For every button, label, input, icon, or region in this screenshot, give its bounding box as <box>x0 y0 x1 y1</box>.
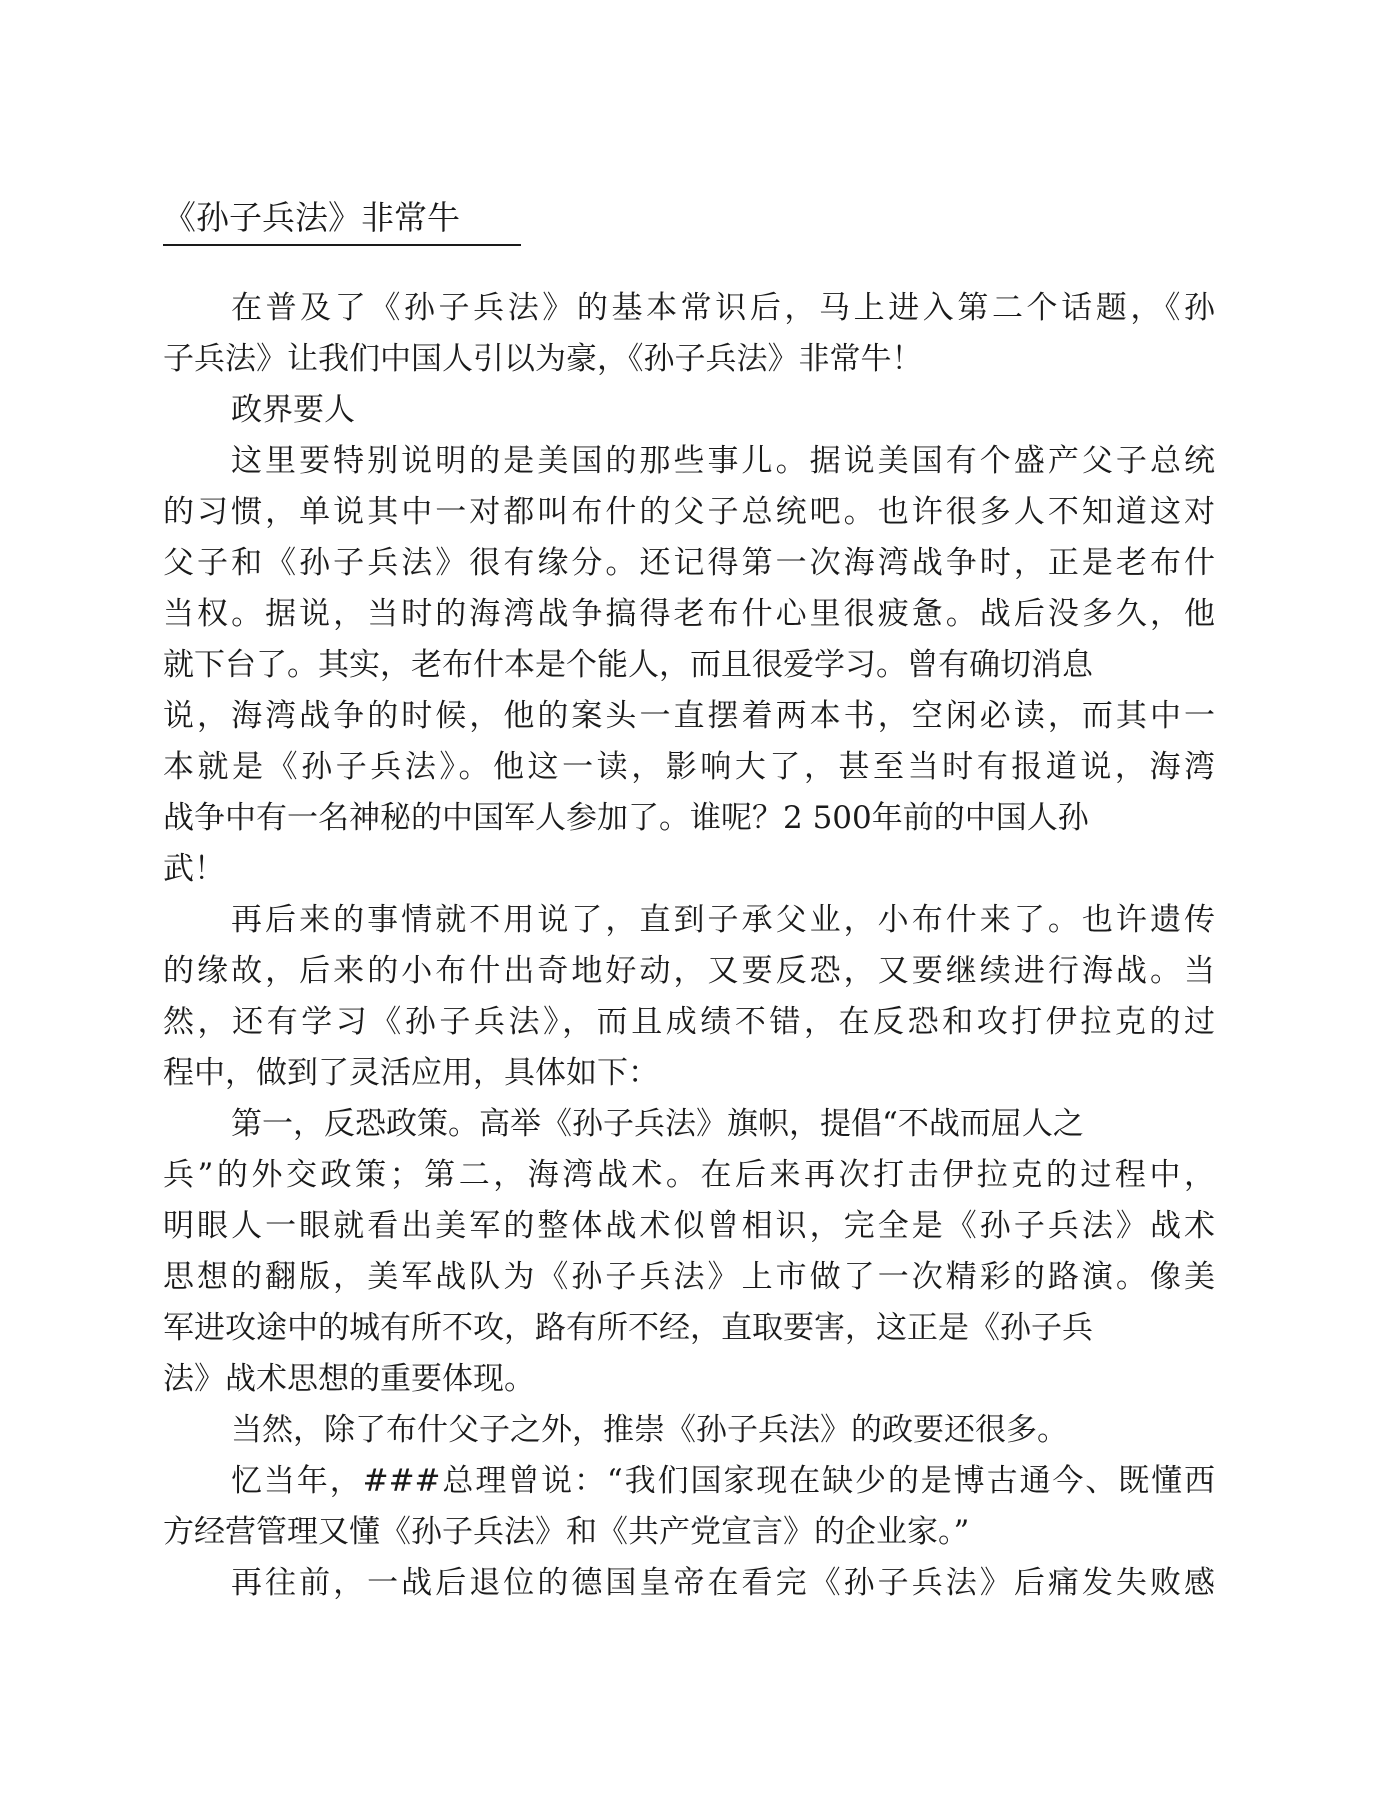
text-line: 军进攻途中的城有所不攻，路有所不经，直取要害，这正是《孙子兵 <box>163 1310 1093 1346</box>
text-line: 第一，反恐政策。高举《孙子兵法》旗帜，提倡“不战而屈人之 <box>231 1106 1084 1142</box>
text-line: 就下台了。其实，老布什本是个能人，而且很爱学习。曾有确切消息 <box>163 647 1093 683</box>
text-line: 的习惯，单说其中一对都叫布什的父子总统吧。也许很多人不知道这对 <box>163 494 1215 530</box>
text-line: 兵”的外交政策；第二，海湾战术。在后来再次打击伊拉克的过程中， <box>163 1157 1215 1193</box>
text-line: 的缘故，后来的小布什出奇地好动，又要反恐，又要继续进行海战。当 <box>163 953 1215 989</box>
text-line: 当权。据说，当时的海湾战争搞得老布什心里很疲惫。战后没多久，他 <box>163 596 1215 632</box>
text-line: 明眼人一眼就看出美军的整体战术似曾相识，完全是《孙子兵法》战术 <box>163 1208 1215 1244</box>
text-line: 再往前，一战后退位的德国皇帝在看完《孙子兵法》后痛发失败感 <box>231 1565 1215 1601</box>
text-line: 程中，做到了灵活应用，具体如下： <box>163 1055 659 1091</box>
text-line: 然，还有学习《孙子兵法》，而且成绩不错，在反恐和攻打伊拉克的过 <box>163 1004 1215 1040</box>
text-line: 政界要人 <box>231 392 355 428</box>
text-line: 说，海湾战争的时候，他的案头一直摆着两本书，空闲必读，而其中一 <box>163 698 1215 734</box>
text-line: 当然，除了布什父子之外，推崇《孙子兵法》的政要还很多。 <box>231 1412 1068 1448</box>
text-line: 武！ <box>163 851 225 887</box>
text-line: 在普及了《孙子兵法》的基本常识后，马上进入第二个话题，《孙 <box>231 290 1215 326</box>
text-line: 子兵法》让我们中国人引以为豪，《孙子兵法》非常牛！ <box>163 341 923 377</box>
text-line: 本就是《孙子兵法》。他这一读，影响大了，甚至当时有报道说，海湾 <box>163 749 1215 785</box>
page-title: 《孙子兵法》非常牛 <box>163 198 460 237</box>
text-line: 忆当年，###总理曾说：“我们国家现在缺少的是博古通今、既懂西 <box>231 1463 1215 1499</box>
text-line: 法》战术思想的重要体现。 <box>163 1361 535 1397</box>
text-line: 战争中有一名神秘的中国军人参加了。谁呢？2 500年前的中国人孙 <box>163 800 1089 836</box>
title-underline <box>163 244 521 246</box>
text-line: 这里要特别说明的是美国的那些事儿。据说美国有个盛产父子总统 <box>231 443 1215 479</box>
text-line: 方经营管理又懂《孙子兵法》和《共产党宣言》的企业家。” <box>163 1514 970 1550</box>
text-line: 再后来的事情就不用说了，直到子承父业，小布什来了。也许遗传 <box>231 902 1215 938</box>
text-line: 思想的翻版，美军战队为《孙子兵法》上市做了一次精彩的路演。像美 <box>163 1259 1215 1295</box>
title-block <box>163 196 523 246</box>
text-line: 父子和《孙子兵法》很有缘分。还记得第一次海湾战争时，正是老布什 <box>163 545 1215 581</box>
body-text <box>163 283 1215 1609</box>
